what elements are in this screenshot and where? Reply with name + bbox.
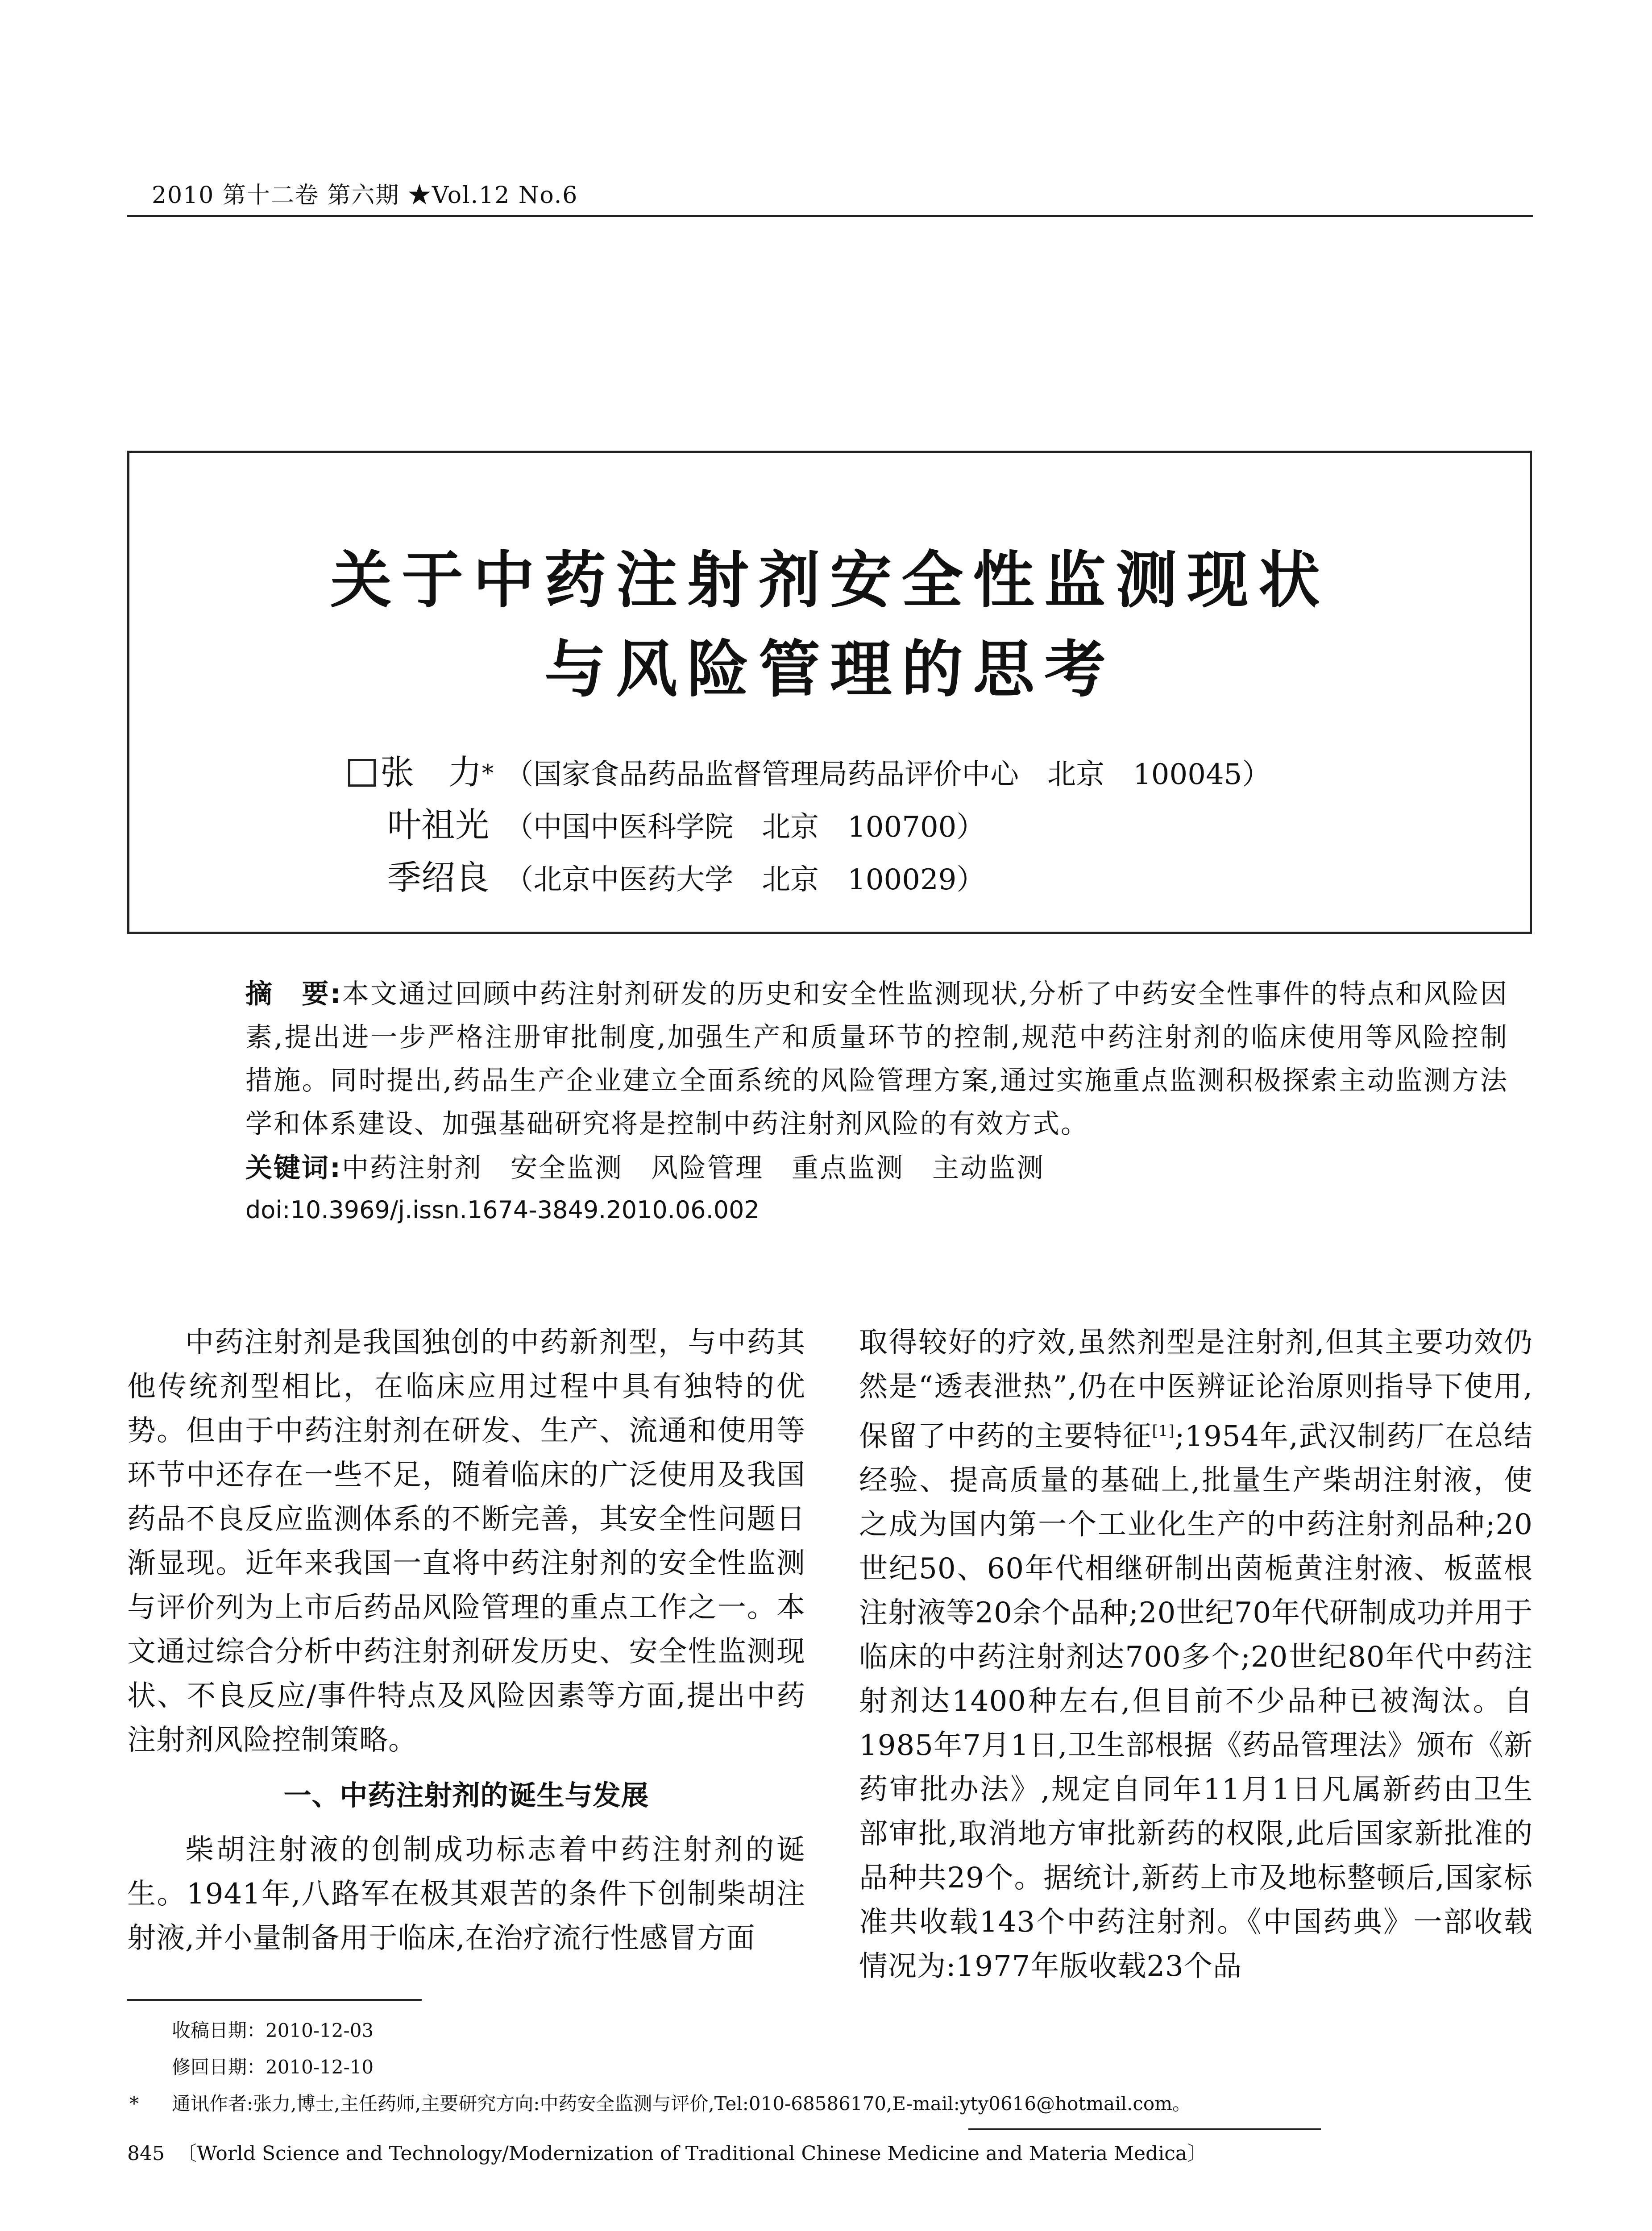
corresponding-mark: * [129,2093,139,2115]
author-name: 季绍良 [387,858,489,897]
article-title-line2: 与风险管理的思考 [544,633,1116,705]
doi: doi:10.3969/j.issn.1674-3849.2010.06.002 [245,1196,760,1224]
keywords-text: 中药注射剂 安全监测 风险管理 重点监测 主动监测 [342,1153,1045,1184]
journal-name: 〔World Science and Technology/Modernization of Traditional Chinese Medicine and Materia Medica〕 [177,2142,1207,2165]
author-affiliation: （中国中医科学院 北京 100700） [505,811,985,844]
author-name: 叶祖光 [387,805,489,845]
abstract [245,973,1508,1146]
corresponding-author: 通讯作者:张力,博士,主任药师,主要研究方向:中药安全监测与评价,Tel:010-68586170,E-mail:yty0616@hotmail.com。 [172,2093,1191,2115]
page-number: 845 [127,2142,165,2165]
paragraph: 中药注射剂是我国独创的中药新剂型，与中药其他传统剂型相比，在临床应用过程中具有独特的优势。但由于中药注射剂在研发、生产、流通和使用等环节中还存在一些不足，随着临床的广泛使用及我国药品不良反应监测体系的不断完善，其安全性问题日渐显现。近年来我国一直将中药注射剂的安全性监测与评价列为上市后药品风险管理的重点工作之一。本文通过综合分析中药注射剂研发历史、安全性监测现状、不良反应/事件特点及风险因素等方面,提出中药注射剂风险控制策略。 [127,1326,805,1757]
keywords [245,1147,1508,1190]
running-header: 2010 第十二卷 第六期 ★Vol.12 No.6 [152,182,578,209]
author-affiliation: （国家食品药品监督管理局药品评价中心 北京 100045） [505,758,1271,791]
paragraph-text: 取得较好的疗效,虽然剂型是注射剂,但其主要功效仍然是“透表泄热”,仍在中医辨证论治原则指导下使用,保留了中药的主要特征 [859,1326,1533,1453]
received-date: 收稿日期：2010-12-03 [172,2020,374,2041]
author-affiliation: （北京中医药大学 北京 100029） [505,863,985,896]
author-row-2 [387,798,985,846]
section-heading: 一、中药注射剂的诞生与发展 [283,1779,649,1812]
revised-date: 修回日期：2010-12-10 [172,2056,374,2078]
paragraph [859,1321,1533,1989]
right-column [859,1321,1533,1989]
author-row-3 [387,850,985,899]
keywords-label: 关键词: [245,1153,342,1184]
footnote-rule-2 [968,2128,1321,2130]
author-mark: * [482,760,494,787]
citation-ref: [1] [1152,1422,1175,1440]
paragraph-text: ;1954年,武汉制药厂在总结经验、提高质量的基础上,批量生产柴胡注射液，使之成为国内第一个工业化生产的中药注射剂品种;20世纪50、60年代相继研制出茵栀黄注射液、板蓝根注射液等20余个品种;20世纪70年代研制成功并用于临床的中药注射剂达700多个;20世纪80年代中药注射剂达1400种左右,但目前不少品种已被淘汰。自1985年7月1日,卫生部根据《药品管理法》颁布《新药审批办法》,规定自同年11月1日凡属新药由卫生部审批,取消地方审批新药的权限,此后国家新批准的品种共29个。据统计,新药上市及地标整顿后,国家标准共收载143个中药注射剂。《中国药典》一部收载情况为:1977年版收载23个品 [859,1420,1533,1983]
header-rule [127,215,1533,217]
author-row-1 [348,745,1270,794]
article-title-line1: 关于中药注射剂安全性监测现状 [330,543,1330,616]
author-name: 张 力 [380,752,482,792]
paragraph: 柴胡注射液的创制成功标志着中药注射剂的诞生。1941年,八路军在极其艰苦的条件下创制柴胡注射液,并小量制备用于临床,在治疗流行性感冒方面 [127,1833,805,1955]
checkbox-square-icon [348,759,376,787]
left-column [127,1321,805,1961]
footnote-rule [127,1999,422,2001]
page-footer [127,2137,1207,2166]
abstract-text: 本文通过回顾中药注射剂研发的历史和安全性监测现状,分析了中药安全性事件的特点和风险因素,提出进一步严格注册审批制度,加强生产和质量环节的控制,规范中药注射剂的临床使用等风险控制措施。同时提出,药品生产企业建立全面系统的风险管理方案,通过实施重点监测积极探索主动监测方法学和体系建设、加强基础研究将是控制中药注射剂风险的有效方式。 [245,979,1508,1140]
abstract-label: 摘 要: [245,979,342,1010]
